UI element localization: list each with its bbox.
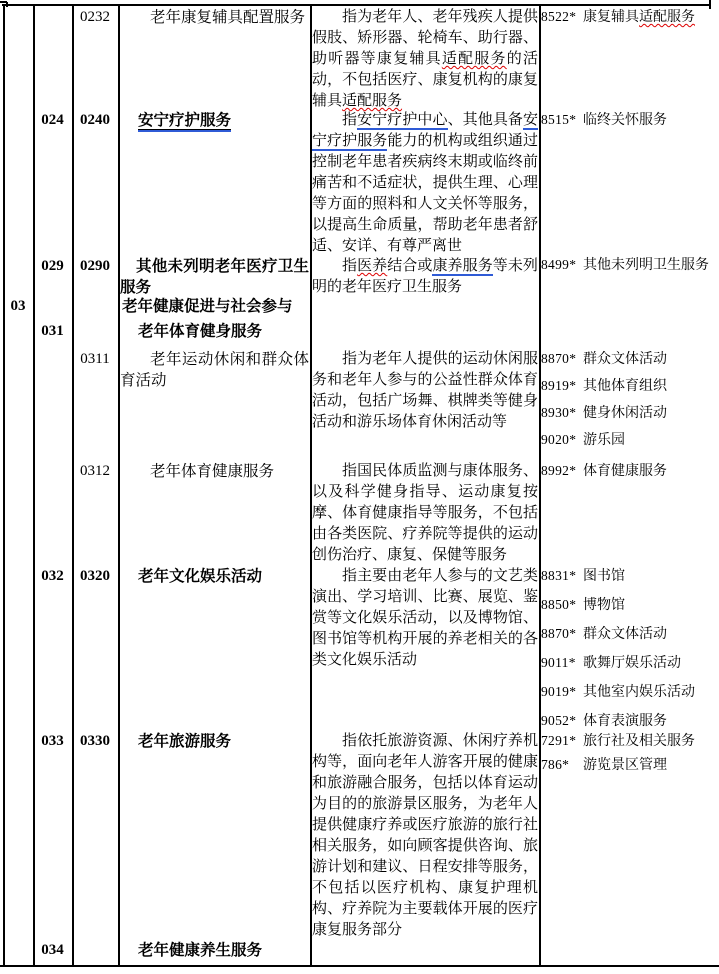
reference-code-number: 8522* [541,9,577,24]
category-description [312,110,538,257]
reference-code-item [541,568,717,584]
table-column-divider [118,4,120,966]
category-description: 指主要由老年人参与的文艺类演出、学习培训、比赛、展览、鉴赏等文化娱乐活动，以及博物馆、图书馆等机构开展的养老相关的各类文化娱乐活动 [312,568,538,668]
reference-code-number: 9019* [541,684,577,699]
grammar-mark: 安宁疗护服务 [138,112,231,132]
reference-code-item [541,626,717,642]
reference-code-item [541,733,717,749]
reference-code-list [541,568,717,742]
reference-code-number: 8992* [541,463,577,478]
reference-code-label: 康复辅具适配服务 [583,10,695,25]
reference-code-number: 7291* [541,733,577,748]
reference-code-label: 体育表演服务 [583,714,667,729]
reference-code-item [541,405,717,421]
reference-code-list [541,463,717,491]
category-name: 其他未列明老年医疗卫生服务 [120,258,309,296]
reference-code-label: 游览景区管理 [583,758,667,773]
description-text-spellcheck: 适配服务 [342,93,403,109]
reference-code-item [541,9,717,25]
reference-code-list [541,257,717,285]
description-text-grammar: 康养服务 [432,258,493,274]
description-text-grammar: 安宁疗护中心 [357,112,448,128]
reference-code-label: 图书馆 [583,569,625,584]
reference-code-number: 8870* [541,351,577,366]
reference-code-number: 786* [541,757,570,772]
reference-code-item [541,378,717,394]
category-name: 老年运动休闲和群众体育活动 [120,351,309,389]
category-name: 老年旅游服务 [138,733,232,750]
reference-code-item [541,684,717,700]
table-column-divider [72,4,74,966]
reference-code-label: 其他室内娱乐活动 [583,685,695,700]
minor-category-code: 0320 [80,568,110,584]
description-text-spellcheck: 适配服务 [441,51,507,67]
middle-category-code: 034 [41,942,64,958]
category-name: 老年健康养生服务 [138,942,263,959]
reference-code-label: 体育健康服务 [583,464,667,479]
minor-category-code: 0330 [80,733,110,749]
reference-code-item [541,112,717,128]
reference-code-number: 8870* [541,626,577,641]
description-text: 、其他具备 [447,112,523,128]
reference-code-label: 健身休闲活动 [583,406,667,421]
category-name: 老年体育健康服务 [150,463,275,480]
description-text: 的活动，不包括医疗、康复机构的康复辅具 [312,51,538,109]
description-text-spellcheck: 医养 [357,258,388,274]
reference-code-item [541,757,717,773]
middle-category-code: 031 [41,323,64,339]
table-column-divider [33,4,35,966]
reference-code-label: 群众文体活动 [583,352,667,367]
reference-code-list [541,733,717,781]
description-text: 能力的机构或组织通过控制老年患者疾病终末期或临终前痛苦和不适症状，提供生理、心理等方面的照料和人文关怀等服务，以提高生命质量，帮助老年患者舒适、安详、有尊严离世 [312,133,538,254]
minor-category-code: 0240 [80,112,110,128]
reference-code-label: 其他体育组织 [583,379,667,394]
reference-code-item [541,597,717,613]
category-description [312,256,538,298]
category-description: 指国民体质监测与康体服务、以及科学健身指导、运动康复按摩、体育健康指导等服务，不包括由各类医院、疗养院等提供的运动创伤治疗、康复、保健等服务 [312,463,538,563]
reference-code-item [541,655,717,671]
reference-code-item [541,713,717,729]
reference-code-number: 9052* [541,713,577,728]
category-description: 指依托旅游资源、休闲疗养机构等，面向老年人游客开展的健康和旅游融合服务，包括以体育运动为目的的旅游景区服务，为老年人提供健康疗养或医疗旅游的旅行社相关服务，如向顾客提供咨询、旅游计划和建议、日程安排等服务，不包括以医疗机构、康复护理机构、疗养院为主要载体开展的医疗康复服务部分 [312,733,538,938]
reference-code-number: 8930* [541,405,577,420]
category-description [312,7,538,112]
category-name: 老年康复辅具配置服务 [150,9,306,26]
category-name: 老年体育健身服务 [138,323,263,340]
reference-code-number: 8515* [541,112,577,127]
category-description: 指为老年人提供的运动休闲服务和老年人参与的公益性群众体育活动，包括广场舞、棋牌类等健身活动和游乐场体育休闲活动等 [312,351,538,430]
reference-code-list [541,112,717,140]
reference-code-label: 旅行社及相关服务 [583,734,695,749]
description-text: 指 [342,112,358,128]
reference-code-label: 群众文体活动 [583,627,667,642]
table-border-top [2,4,711,6]
major-category-code: 03 [10,298,26,314]
description-text: 指为老年人、老年残疾人提供假肢、矫形器、轮椅车、助行器、助听器等康复辅具 [312,9,538,67]
reference-code-label: 游乐园 [583,433,625,448]
reference-code-number: 8919* [541,378,577,393]
description-text: 结合或 [387,258,433,274]
reference-code-number: 9020* [541,432,577,447]
table-border-bottom [0,965,719,967]
minor-category-code: 0312 [80,463,110,479]
reference-code-number: 8850* [541,597,577,612]
middle-category-code: 033 [41,733,64,749]
reference-code-label: 其他未列明卫生服务 [583,258,709,273]
reference-code-list [541,9,717,37]
minor-category-code: 0290 [80,258,110,274]
reference-code-item [541,257,717,273]
description-text-grammar: 安宁疗护服务 [312,112,538,149]
table-border-left [3,4,5,966]
reference-code-item [541,351,717,367]
reference-code-label: 博物馆 [583,598,625,613]
description-text: 指 [342,258,358,274]
reference-code-list [541,351,717,459]
middle-category-code: 032 [41,568,64,584]
reference-code-item [541,432,717,448]
middle-category-code: 029 [41,258,64,274]
section-title: 老年健康促进与社会参与 [122,298,293,315]
reference-code-number: 8499* [541,257,577,272]
minor-category-code: 0232 [80,9,110,25]
reference-code-item [541,463,717,479]
reference-code-number: 9011* [541,655,576,670]
middle-category-code: 024 [41,112,64,128]
category-name: 老年文化娱乐活动 [138,568,263,585]
description-text: 等未列明的老年医疗卫生服务 [312,258,538,295]
reference-code-label: 歌舞厅娱乐活动 [583,656,681,671]
minor-category-code: 0311 [80,351,110,367]
reference-code-number: 8831* [541,568,577,583]
reference-code-label: 临终关怀服务 [583,113,667,128]
category-name [120,110,309,131]
